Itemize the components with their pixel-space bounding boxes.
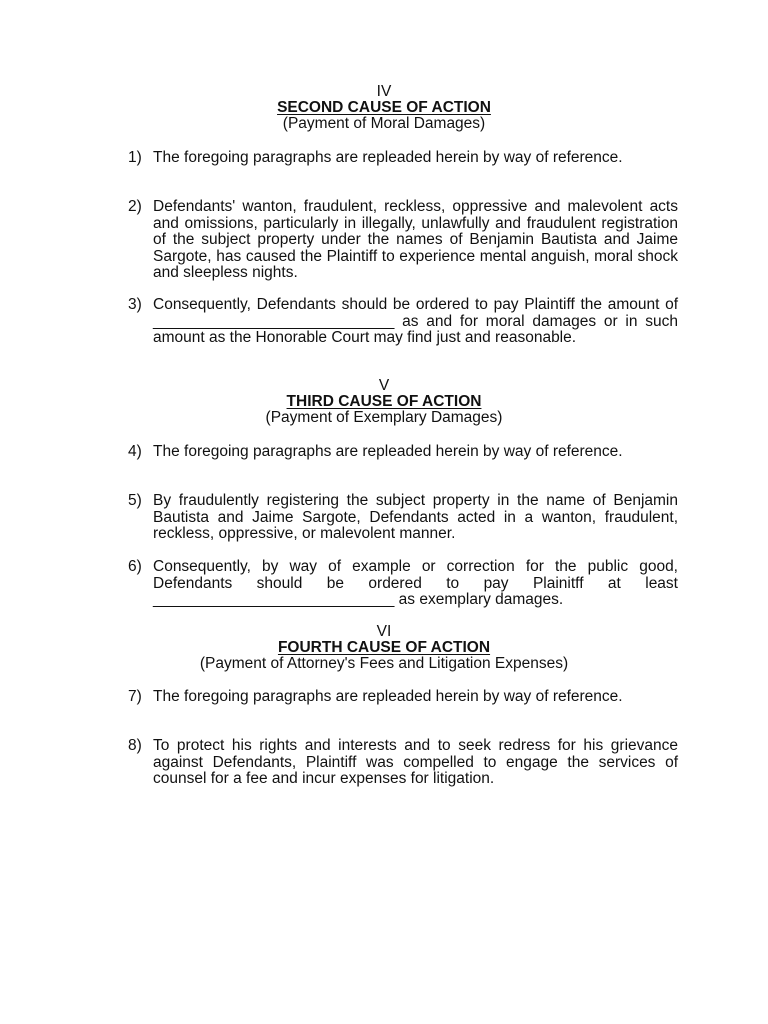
section-iv-header bbox=[0, 84, 768, 132]
paragraph-text: Defendants' wanton, fraudulent, reckless, oppressive and malevolent acts and omissions, particularly in illegally, unlawfully and fraudulent registration of the subject property under the names of Benjamin Bautista and Jaime Sargote, has caused the Plaintiff to experience mental anguish, moral shock and sleepless nights. bbox=[153, 198, 678, 281]
section-heading: THIRD CAUSE OF ACTION bbox=[286, 393, 482, 410]
paragraph-number: 8) bbox=[128, 737, 142, 754]
paragraph-number: 6) bbox=[128, 558, 142, 575]
section-subheading: (Payment of Attorney's Fees and Litigation Expenses) bbox=[199, 655, 569, 672]
section-heading: SECOND CAUSE OF ACTION bbox=[277, 99, 491, 116]
paragraph-7 bbox=[128, 689, 678, 706]
paragraph-1 bbox=[128, 150, 678, 167]
paragraph-number: 5) bbox=[128, 492, 142, 509]
paragraph-text: By fraudulently registering the subject property in the name of Benjamin Bautista and Jaime Sargote, Defendants acted in a wanton, fraudulent, reckless, oppressive, or malevolent manner. bbox=[153, 492, 678, 542]
paragraph-5 bbox=[128, 493, 678, 543]
section-numeral: V bbox=[378, 377, 390, 394]
paragraph-text: The foregoing paragraphs are repleaded herein by way of reference. bbox=[153, 443, 623, 460]
paragraph-text: The foregoing paragraphs are repleaded herein by way of reference. bbox=[153, 149, 623, 166]
section-numeral: VI bbox=[376, 623, 392, 640]
paragraph-number: 4) bbox=[128, 443, 142, 460]
paragraph-3 bbox=[128, 297, 678, 347]
paragraph-4 bbox=[128, 444, 678, 461]
paragraph-2 bbox=[128, 199, 678, 282]
section-subheading: (Payment of Exemplary Damages) bbox=[265, 409, 503, 426]
section-heading: FOURTH CAUSE OF ACTION bbox=[277, 639, 491, 656]
paragraph-8 bbox=[128, 738, 678, 788]
paragraph-number: 1) bbox=[128, 149, 142, 166]
paragraph-text: The foregoing paragraphs are repleaded herein by way of reference. bbox=[153, 688, 623, 705]
paragraph-text: Consequently, by way of example or correction for the public good, Defendants should be ordered to pay Plainitff at least ____________________________ as exemplary damages. bbox=[153, 558, 678, 608]
paragraph-text: To protect his rights and interests and to seek redress for his grievance against Defendants, Plaintiff was compelled to engage the services of counsel for a fee and incur expenses for litigation. bbox=[153, 737, 678, 787]
paragraph-text: Consequently, Defendants should be ordered to pay Plaintiff the amount of ____________________________ as and for moral damages or in such amount as the Honorable Court may find just and reasonable. bbox=[153, 296, 678, 346]
paragraph-number: 3) bbox=[128, 296, 142, 313]
paragraph-number: 7) bbox=[128, 688, 142, 705]
section-subheading: (Payment of Moral Damages) bbox=[282, 115, 486, 132]
section-numeral: IV bbox=[376, 83, 392, 100]
paragraph-6 bbox=[128, 559, 678, 609]
paragraph-number: 2) bbox=[128, 198, 142, 215]
section-v-header bbox=[0, 378, 768, 426]
section-vi-header bbox=[0, 624, 768, 672]
